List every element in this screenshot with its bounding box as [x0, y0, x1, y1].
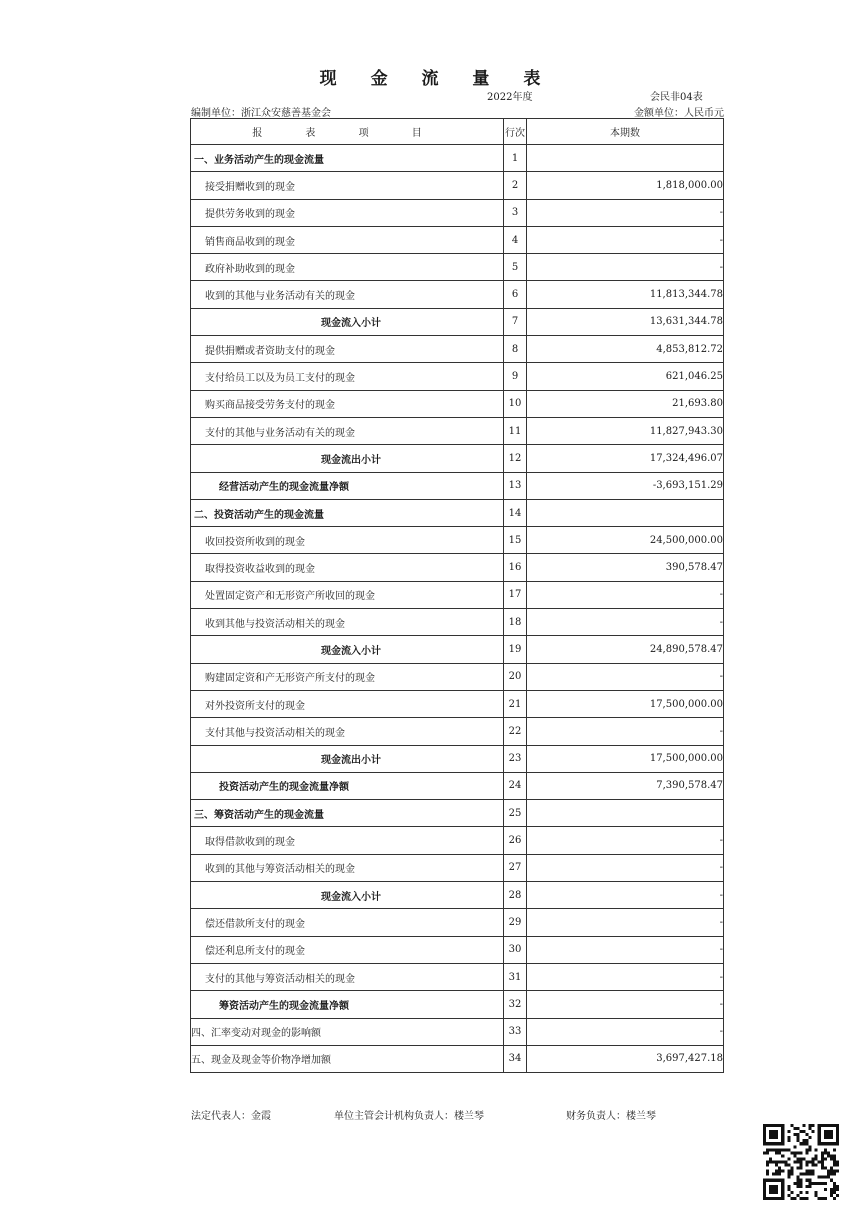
row-amount: 17,500,000.00 [527, 745, 724, 772]
row-item-label: 支付的其他与筹资活动相关的现金 [191, 963, 504, 990]
row-line-number: 15 [504, 527, 527, 554]
column-header-amount: 本期数 [527, 119, 724, 145]
row-amount: 17,500,000.00 [527, 690, 724, 717]
row-amount: - [527, 936, 724, 963]
table-header-row [191, 119, 724, 145]
table-row [191, 827, 724, 854]
row-amount: - [527, 854, 724, 881]
row-line-number: 25 [504, 800, 527, 827]
row-amount: 390,578.47 [527, 554, 724, 581]
row-item-label: 偿还利息所支付的现金 [191, 936, 504, 963]
row-amount: - [527, 1018, 724, 1045]
row-line-number: 12 [504, 445, 527, 472]
row-line-number: 21 [504, 690, 527, 717]
row-item-label: 接受捐赠收到的现金 [191, 172, 504, 199]
row-line-number: 34 [504, 1045, 527, 1072]
row-item-label: 五、现金及现金等价物净增加额 [191, 1045, 504, 1072]
row-line-number: 5 [504, 254, 527, 281]
row-item-label: 偿还借款所支付的现金 [191, 909, 504, 936]
row-amount [527, 145, 724, 172]
row-item-label: 提供捐赠或者资助支付的现金 [191, 336, 504, 363]
table-row [191, 336, 724, 363]
row-item-label: 现金流入小计 [191, 636, 504, 663]
table-row [191, 581, 724, 608]
row-item-label: 收回投资所收到的现金 [191, 527, 504, 554]
row-amount: - [527, 609, 724, 636]
row-item-label: 收到的其他与业务活动有关的现金 [191, 281, 504, 308]
row-amount: - [527, 199, 724, 226]
row-line-number: 9 [504, 363, 527, 390]
row-amount: - [527, 882, 724, 909]
table-row [191, 499, 724, 526]
row-item-label: 现金流出小计 [191, 445, 504, 472]
column-header-line: 行次 [504, 119, 527, 145]
row-item-label: 购建固定资和产无形资产所支付的现金 [191, 663, 504, 690]
table-row [191, 772, 724, 799]
row-amount: - [527, 963, 724, 990]
table-row [191, 281, 724, 308]
form-code: 会民非04表 [650, 92, 703, 103]
row-item-label: 购买商品接受劳务支付的现金 [191, 390, 504, 417]
row-item-label: 筹资活动产生的现金流量净额 [191, 991, 504, 1018]
row-line-number: 6 [504, 281, 527, 308]
row-line-number: 11 [504, 417, 527, 444]
row-item-label: 支付的其他与业务活动有关的现金 [191, 417, 504, 444]
row-line-number: 8 [504, 336, 527, 363]
row-amount: 24,890,578.47 [527, 636, 724, 663]
row-line-number: 18 [504, 609, 527, 636]
table-row [191, 936, 724, 963]
table-row [191, 882, 724, 909]
row-item-label: 投资活动产生的现金流量净额 [191, 772, 504, 799]
row-item-label: 收到其他与投资活动相关的现金 [191, 609, 504, 636]
row-amount [527, 499, 724, 526]
table-row [191, 718, 724, 745]
finance-head: 财务负责人：楼兰琴 [566, 1111, 656, 1122]
row-line-number: 27 [504, 854, 527, 881]
row-amount: 621,046.25 [527, 363, 724, 390]
table-row [191, 854, 724, 881]
table-row [191, 308, 724, 335]
row-line-number: 13 [504, 472, 527, 499]
table-row [191, 636, 724, 663]
table-row [191, 690, 724, 717]
cash-flow-table-body [191, 145, 724, 1073]
row-line-number: 23 [504, 745, 527, 772]
table-row [191, 226, 724, 253]
row-line-number: 4 [504, 226, 527, 253]
row-item-label: 支付给员工以及为员工支付的现金 [191, 363, 504, 390]
row-line-number: 1 [504, 145, 527, 172]
row-item-label: 二、投资活动产生的现金流量 [191, 499, 504, 526]
row-amount: 24,500,000.00 [527, 527, 724, 554]
cash-flow-table [190, 118, 724, 1073]
row-line-number: 7 [504, 308, 527, 335]
row-line-number: 26 [504, 827, 527, 854]
row-line-number: 30 [504, 936, 527, 963]
legal-representative: 法定代表人：金霞 [191, 1111, 271, 1122]
row-item-label: 现金流入小计 [191, 882, 504, 909]
table-row [191, 609, 724, 636]
row-line-number: 16 [504, 554, 527, 581]
row-amount: 7,390,578.47 [527, 772, 724, 799]
row-line-number: 17 [504, 581, 527, 608]
row-amount: - [527, 991, 724, 1018]
row-amount: 1,818,000.00 [527, 172, 724, 199]
table-row [191, 745, 724, 772]
row-amount [527, 800, 724, 827]
table-row [191, 472, 724, 499]
row-amount: - [527, 226, 724, 253]
row-line-number: 20 [504, 663, 527, 690]
row-line-number: 29 [504, 909, 527, 936]
table-row [191, 554, 724, 581]
row-amount: - [527, 663, 724, 690]
row-line-number: 22 [504, 718, 527, 745]
row-amount: 4,853,812.72 [527, 336, 724, 363]
row-item-label: 现金流入小计 [191, 308, 504, 335]
row-item-label: 销售商品收到的现金 [191, 226, 504, 253]
row-amount: - [527, 827, 724, 854]
table-row [191, 390, 724, 417]
table-row [191, 963, 724, 990]
row-amount: - [527, 254, 724, 281]
row-amount: 11,827,943.30 [527, 417, 724, 444]
report-title: 现 金 流 量 表 [319, 69, 555, 89]
row-line-number: 3 [504, 199, 527, 226]
row-line-number: 19 [504, 636, 527, 663]
row-line-number: 10 [504, 390, 527, 417]
table-row [191, 991, 724, 1018]
row-line-number: 31 [504, 963, 527, 990]
row-item-label: 取得投资收益收到的现金 [191, 554, 504, 581]
row-amount: 13,631,344.78 [527, 308, 724, 335]
row-item-label: 四、汇率变动对现金的影响额 [191, 1018, 504, 1045]
row-item-label: 政府补助收到的现金 [191, 254, 504, 281]
row-item-label: 收到的其他与筹资活动相关的现金 [191, 854, 504, 881]
table-row [191, 172, 724, 199]
preparing-organization: 编制单位：浙江众安慈善基金会 [191, 108, 331, 119]
row-amount: - [527, 718, 724, 745]
qr-code-icon [763, 1124, 839, 1200]
row-line-number: 32 [504, 991, 527, 1018]
table-row [191, 254, 724, 281]
table-row [191, 1018, 724, 1045]
row-line-number: 33 [504, 1018, 527, 1045]
row-item-label: 对外投资所支付的现金 [191, 690, 504, 717]
table-row [191, 417, 724, 444]
table-row [191, 363, 724, 390]
row-amount: - [527, 581, 724, 608]
table-row [191, 800, 724, 827]
row-amount: - [527, 909, 724, 936]
table-row [191, 445, 724, 472]
row-item-label: 经营活动产生的现金流量净额 [191, 472, 504, 499]
row-line-number: 14 [504, 499, 527, 526]
row-item-label: 支付其他与投资活动相关的现金 [191, 718, 504, 745]
row-amount: 11,813,344.78 [527, 281, 724, 308]
table-row [191, 663, 724, 690]
accounting-head: 单位主管会计机构负责人：楼兰琴 [334, 1111, 484, 1122]
row-item-label: 三、筹资活动产生的现金流量 [191, 800, 504, 827]
row-line-number: 2 [504, 172, 527, 199]
row-amount: 17,324,496.07 [527, 445, 724, 472]
report-year: 2022年度 [487, 92, 533, 103]
table-row [191, 145, 724, 172]
column-header-item: 报 表 项 目 [191, 119, 504, 145]
row-item-label: 提供劳务收到的现金 [191, 199, 504, 226]
row-item-label: 处置固定资产和无形资产所收回的现金 [191, 581, 504, 608]
table-row [191, 199, 724, 226]
table-row [191, 909, 724, 936]
table-row [191, 527, 724, 554]
row-amount: -3,693,151.29 [527, 472, 724, 499]
row-amount: 21,693.80 [527, 390, 724, 417]
row-line-number: 28 [504, 882, 527, 909]
row-item-label: 现金流出小计 [191, 745, 504, 772]
row-item-label: 取得借款收到的现金 [191, 827, 504, 854]
currency-unit: 金额单位：人民币元 [634, 108, 724, 119]
row-item-label: 一、业务活动产生的现金流量 [191, 145, 504, 172]
table-row [191, 1045, 724, 1072]
row-amount: 3,697,427.18 [527, 1045, 724, 1072]
row-line-number: 24 [504, 772, 527, 799]
